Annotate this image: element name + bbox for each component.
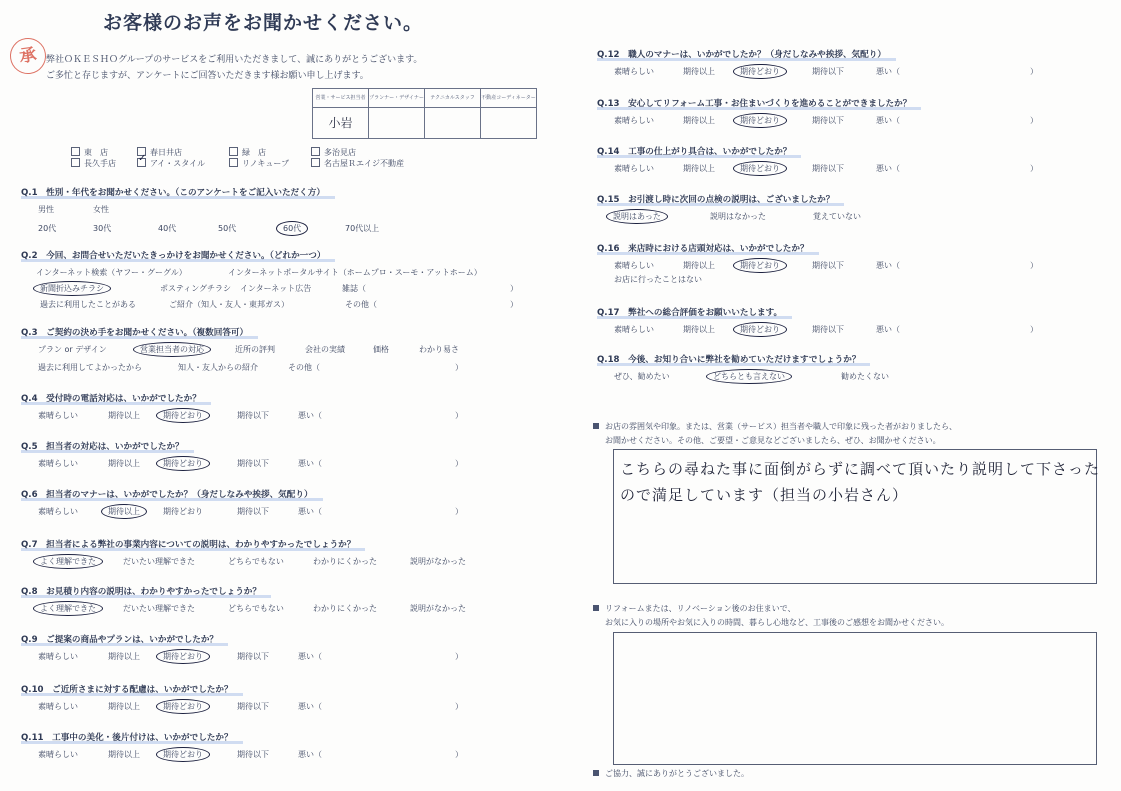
paren-close: ） <box>455 507 463 516</box>
bullet-square-icon <box>593 605 599 611</box>
answer-option[interactable]: 過去に利用したことがある <box>40 300 136 309</box>
paren-close: ） <box>1030 116 1038 125</box>
answer-option[interactable]: 期待以上 <box>683 67 715 76</box>
answer-option[interactable]: 知人・友人からの紹介 <box>178 363 258 372</box>
answer-option[interactable]: 期待以上 <box>683 261 715 270</box>
answer-option[interactable]: 素晴らしい <box>38 459 78 468</box>
answer-option[interactable]: 悪い（ <box>876 164 900 173</box>
selected-option[interactable]: 期待以上 <box>101 504 147 519</box>
bullet-square-icon <box>593 770 599 776</box>
question-3: Q.3 ご契約の決め手をお聞かせください。（複数回答可） <box>21 328 249 338</box>
selected-option[interactable]: どちらとも言えない <box>706 369 792 384</box>
answer-option[interactable]: 期待以下 <box>237 702 269 711</box>
paren-close: ） <box>1030 261 1038 270</box>
selected-option[interactable]: 期待どおり <box>156 408 210 423</box>
answer-option[interactable]: 素晴らしい <box>614 116 654 125</box>
intro-line-1: 弊社ＯＫＥＳＨＯグループのサービスをご利用いただきまして、誠にありがとうございます。 <box>46 55 423 65</box>
answer-option[interactable]: 悪い（ <box>298 507 322 516</box>
answer-option[interactable]: 期待以下 <box>812 116 844 125</box>
answer-option[interactable]: 悪い（ <box>876 116 900 125</box>
answer-option[interactable]: どちらでもない <box>228 557 284 566</box>
store-option[interactable] <box>71 147 108 158</box>
answer-option[interactable]: 期待以上 <box>108 750 140 759</box>
selected-option[interactable]: よく理解できた <box>33 601 103 616</box>
selected-option[interactable]: 期待どおり <box>733 113 787 128</box>
answer-option[interactable]: インターネット検索（ヤフー・グーグル） <box>36 268 187 277</box>
staff-value[interactable] <box>425 108 481 139</box>
store-label: アイ・スタイル <box>150 159 206 168</box>
staff-value[interactable] <box>481 108 537 139</box>
answer-option[interactable]: 素晴らしい <box>614 325 654 334</box>
answer-option[interactable]: 期待以下 <box>237 459 269 468</box>
question-5: Q.5 担当者の対応は、いかがでしたか？ <box>21 442 184 452</box>
selected-option[interactable]: 60代 <box>276 221 308 236</box>
answer-option[interactable]: その他（ <box>288 363 320 372</box>
answer-option[interactable]: 期待以下 <box>812 261 844 270</box>
answer-option[interactable]: 期待以下 <box>237 652 269 661</box>
question-1: Q.1 性別・年代をお聞かせください。（このアンケートをご記入いただく方） <box>21 188 325 198</box>
paren-close: ） <box>455 652 463 661</box>
staff-table <box>312 88 537 139</box>
comment-prompt-2: お聞かせください。その他、ご要望・ご意見などございましたら、ぜひ、お聞かせください。 <box>605 436 941 445</box>
answer-option[interactable]: 期待以下 <box>812 325 844 334</box>
answer-option[interactable]: ご紹介（知人・友人・東邦ガス） <box>169 300 289 309</box>
store-label: 春日井店 <box>150 148 182 157</box>
answer-option[interactable]: 期待どおり <box>163 507 203 516</box>
intro-line-2: ご多忙と存じますが、アンケートにご回答いただきます様お願い申し上げます。 <box>46 71 369 81</box>
answer-option[interactable]: 悪い（ <box>876 261 900 270</box>
answer-option[interactable]: 20代 <box>38 224 57 233</box>
answer-option[interactable]: だいたい理解できた <box>123 557 195 566</box>
selected-option[interactable]: 期待どおり <box>733 64 787 79</box>
answer-option[interactable]: 悪い（ <box>298 702 322 711</box>
question-18: Q.18 今後、お知り合いに弊社を勧めていただけますでしょうか？ <box>597 355 861 365</box>
store-label: 名古屋Ｒエイジ不動産 <box>324 159 404 168</box>
answer-option[interactable]: 説明がなかった <box>410 557 466 566</box>
selected-option[interactable]: 期待どおり <box>156 699 210 714</box>
answer-option[interactable]: 素晴らしい <box>38 702 78 711</box>
question-4: Q.4 受付時の電話対応は、いかがでしたか？ <box>21 394 201 404</box>
answer-option[interactable]: 勧めたくない <box>841 372 889 381</box>
answer-option[interactable]: 女性 <box>93 205 109 214</box>
answer-option[interactable]: わかりにくかった <box>313 557 377 566</box>
paren-close: ） <box>1030 325 1038 334</box>
store-option[interactable] <box>137 158 205 169</box>
checkbox-icon[interactable] <box>311 147 320 156</box>
selected-option[interactable]: 説明はあった <box>606 209 668 224</box>
bullet-square-icon <box>593 423 599 429</box>
answer-option[interactable]: 男性 <box>38 205 54 214</box>
answer-option[interactable]: 期待以下 <box>812 164 844 173</box>
comment-answer-2: ので満足しています（担当の小岩さん） <box>620 486 909 504</box>
checkbox-icon[interactable] <box>229 158 238 167</box>
answer-option[interactable]: ポスティングチラシ <box>160 284 232 293</box>
staff-header: 営業・サービス担当者 <box>313 89 369 108</box>
stamp-seal: 承 <box>8 36 49 77</box>
answer-option[interactable]: 素晴らしい <box>38 411 78 420</box>
question-15: Q.15 お引渡し時に次回の点検の説明は、ございましたか？ <box>597 195 835 205</box>
answer-option[interactable]: 覚えていない <box>813 212 861 221</box>
page-title: お客様のお声をお聞かせください。 <box>103 12 424 34</box>
answer-option[interactable]: 期待以上 <box>683 325 715 334</box>
checkbox-icon[interactable] <box>71 158 80 167</box>
question-10: Q.10 ご近所さまに対する配慮は、いかがでしたか？ <box>21 685 233 695</box>
answer-option[interactable]: 素晴らしい <box>38 507 78 516</box>
answer-option[interactable]: わかり易さ <box>419 345 459 354</box>
question-12: Q.12 職人のマナーは、いかがでしたか？（身だしなみや挨拶、気配り） <box>597 50 886 60</box>
answer-option[interactable]: 近所の評判 <box>235 345 275 354</box>
selected-option[interactable]: 新聞折込みチラシ <box>33 281 111 296</box>
selected-option[interactable]: 営業担当者の対応 <box>133 342 211 357</box>
selected-option[interactable]: 期待どおり <box>733 322 787 337</box>
selected-option[interactable]: 期待どおり <box>156 747 210 762</box>
answer-option[interactable]: ぜひ、勧めたい <box>614 372 670 381</box>
store-option[interactable] <box>71 158 116 169</box>
store-option[interactable] <box>311 147 356 158</box>
answer-option[interactable]: 期待以下 <box>812 67 844 76</box>
answer-option[interactable]: 40代 <box>158 224 177 233</box>
answer-option[interactable]: 説明がなかった <box>410 604 466 613</box>
store-label: リノキューブ <box>242 159 289 168</box>
question-14: Q.14 工事の仕上がり具合は、いかがでしたか？ <box>597 147 792 157</box>
question-2: Q.2 今回、お問合せいただいたきっかけをお聞かせください。（どれか一つ） <box>21 251 326 261</box>
answer-option[interactable]: 素晴らしい <box>614 164 654 173</box>
answer-option[interactable]: 50代 <box>218 224 237 233</box>
selected-option[interactable]: 期待どおり <box>156 456 210 471</box>
question-9: Q.9 ご提案の商品やプランは、いかがでしたか？ <box>21 635 219 645</box>
staff-value[interactable]: 小岩 <box>313 108 369 139</box>
staff-header: プランナー・デザイナー <box>369 89 425 108</box>
reform-prompt-2: お気に入りの場所やお気に入りの時間、暮らし心地など、工事後のご感想をお聞かせください。 <box>605 618 949 627</box>
store-label: 東 店 <box>84 148 108 157</box>
question-11: Q.11 工事中の美化・後片付けは、いかがでしたか？ <box>21 733 233 743</box>
answer-option[interactable]: だいたい理解できた <box>123 604 195 613</box>
answer-option[interactable]: 期待以上 <box>683 164 715 173</box>
answer-option[interactable]: その他（ <box>345 300 377 309</box>
answer-option[interactable]: 悪い（ <box>298 459 322 468</box>
checked-checkbox-icon[interactable] <box>137 158 146 167</box>
selected-option[interactable]: 期待どおり <box>733 258 787 273</box>
answer-option[interactable]: 悪い（ <box>298 750 322 759</box>
paren-close: ） <box>455 702 463 711</box>
answer-option[interactable]: 素晴らしい <box>614 67 654 76</box>
comment-prompt-1: お店の雰囲気や印象。または、営業（サービス）担当者や職人で印象に残った者がおりましたら、 <box>593 421 957 432</box>
answer-option[interactable]: お店に行ったことはない <box>614 275 702 284</box>
answer-option[interactable]: わかりにくかった <box>313 604 377 613</box>
paren-close: ） <box>455 411 463 420</box>
reform-prompt-1: リフォームまたは、リノベーション後のお住まいで、 <box>593 603 795 614</box>
paren-close: ） <box>510 300 518 309</box>
answer-option[interactable]: 期待以下 <box>237 750 269 759</box>
answer-option[interactable]: 悪い（ <box>876 325 900 334</box>
answer-option[interactable]: 会社の実績 <box>305 345 345 354</box>
paren-close: ） <box>455 459 463 468</box>
footer-thanks: ご協力、誠にありがとうございました。 <box>593 768 749 779</box>
answer-option[interactable]: 説明はなかった <box>710 212 766 221</box>
answer-option[interactable]: プラン or デザイン <box>38 345 107 354</box>
checkbox-icon[interactable] <box>229 147 238 156</box>
staff-header: テクニカルスタッフ <box>425 89 481 108</box>
answer-option[interactable]: 期待以上 <box>683 116 715 125</box>
checkbox-icon[interactable] <box>71 147 80 156</box>
answer-option[interactable]: 素晴らしい <box>614 261 654 270</box>
staff-header: 不動産コーディネーター <box>481 89 537 108</box>
answer-option[interactable]: インターネットポータルサイト（ホームプロ・スーモ・アットホーム） <box>228 268 482 277</box>
paren-close: ） <box>510 284 518 293</box>
reform-box[interactable] <box>613 632 1097 765</box>
answer-option[interactable]: 期待以上 <box>108 702 140 711</box>
answer-option[interactable]: 悪い（ <box>298 411 322 420</box>
answer-option[interactable]: 期待以上 <box>108 652 140 661</box>
answer-option[interactable]: 30代 <box>93 224 112 233</box>
answer-option[interactable]: 期待以上 <box>108 459 140 468</box>
answer-option[interactable]: 雑誌（ <box>342 284 366 293</box>
store-option[interactable] <box>229 158 289 169</box>
paren-close: ） <box>1030 67 1038 76</box>
question-17: Q.17 弊社への総合評価をお願いいたします。 <box>597 308 783 318</box>
question-13: Q.13 安心してリフォーム工事・お住まいづくりを進めることができましたか？ <box>597 99 912 109</box>
question-16: Q.16 来店時における店頭対応は、いかがでしたか？ <box>597 244 809 254</box>
selected-option[interactable]: 期待どおり <box>156 649 210 664</box>
answer-option[interactable]: どちらでもない <box>228 604 284 613</box>
answer-option[interactable]: 期待以下 <box>237 411 269 420</box>
answer-option[interactable]: インターネット広告 <box>240 284 312 293</box>
answer-option[interactable]: 悪い（ <box>298 652 322 661</box>
store-option[interactable] <box>229 147 266 158</box>
comment-answer-1: こちらの尋ねた事に面倒がらずに調べて頂いたり説明して下さった <box>620 460 1101 478</box>
staff-value[interactable] <box>369 108 425 139</box>
selected-option[interactable]: よく理解できた <box>33 554 103 569</box>
store-label: 多治見店 <box>324 148 356 157</box>
question-8: Q.8 お見積り内容の説明は、わかりやすかったでしょうか？ <box>21 587 261 597</box>
store-label: 緑 店 <box>242 148 266 157</box>
store-label: 長久手店 <box>84 159 116 168</box>
answer-option[interactable]: 過去に利用してよかったから <box>38 363 142 372</box>
answer-option[interactable]: 素晴らしい <box>38 652 78 661</box>
paren-close: ） <box>455 363 463 372</box>
answer-option[interactable]: 悪い（ <box>876 67 900 76</box>
answer-option[interactable]: 期待以上 <box>108 411 140 420</box>
question-7: Q.7 担当者による弊社の事業内容についての説明は、わかりやすかったでしょうか？ <box>21 540 356 550</box>
answer-option[interactable]: 素晴らしい <box>38 750 78 759</box>
store-option[interactable] <box>311 158 404 169</box>
answer-option[interactable]: 70代以上 <box>345 224 380 233</box>
paren-close: ） <box>1030 164 1038 173</box>
answer-option[interactable]: 期待以下 <box>237 507 269 516</box>
answer-option[interactable]: 価格 <box>373 345 389 354</box>
paren-close: ） <box>455 750 463 759</box>
checkbox-icon[interactable] <box>311 158 320 167</box>
question-6: Q.6 担当者のマナーは、いかがでしたか？（身だしなみや挨拶、気配り） <box>21 490 313 500</box>
selected-option[interactable]: 期待どおり <box>733 161 787 176</box>
